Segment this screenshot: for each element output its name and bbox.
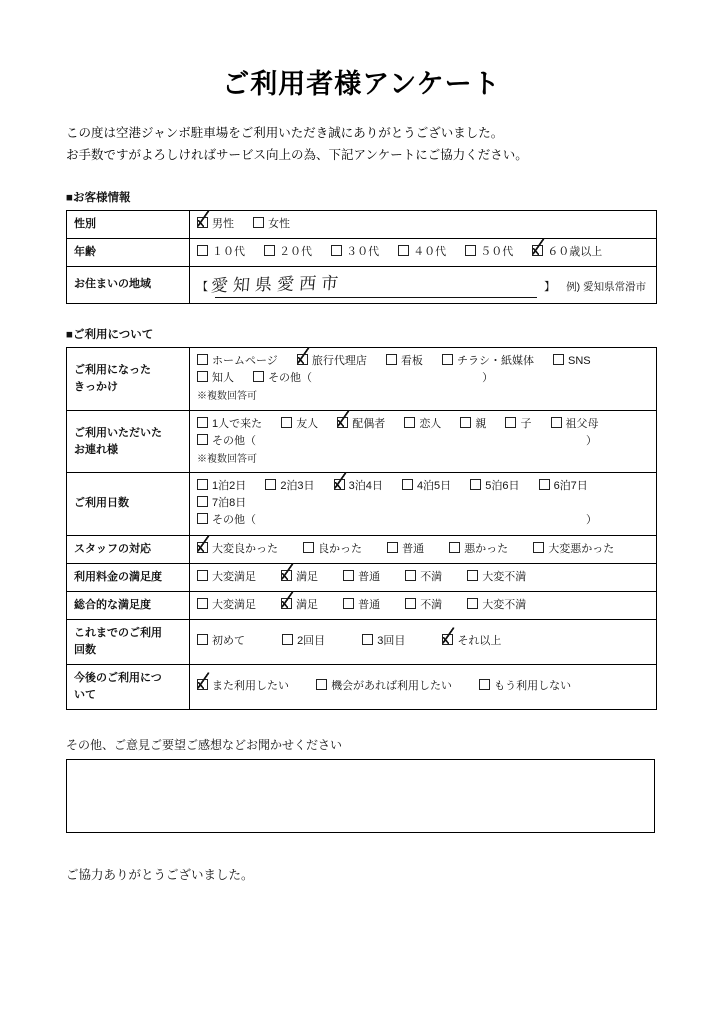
checkbox-icon[interactable]: [460, 417, 471, 428]
option-label: 2回目: [297, 635, 326, 648]
checkbox-icon[interactable]: [197, 542, 208, 553]
label-future: [67, 664, 190, 709]
value-price: [190, 563, 657, 591]
option-label: 大変悪かった: [548, 542, 615, 555]
option-trigger-flyer[interactable]: [442, 353, 534, 370]
checkbox-icon[interactable]: [316, 679, 327, 690]
option-staff-very-good[interactable]: [197, 541, 278, 558]
checkbox-icon[interactable]: [449, 542, 460, 553]
checkbox-icon[interactable]: [387, 542, 398, 553]
label-visits-line2: 回数: [74, 643, 96, 656]
option-label: 満足: [296, 570, 319, 583]
checkbox-icon[interactable]: [197, 598, 208, 609]
option-price-dissatisfied[interactable]: [405, 569, 442, 586]
table-row-visits: [67, 619, 657, 664]
checkbox-icon[interactable]: [197, 245, 208, 256]
option-label: 初めて: [212, 635, 245, 648]
checkbox-icon[interactable]: [264, 245, 275, 256]
option-label: 普通: [402, 542, 425, 555]
label-nights: ご利用日数: [67, 473, 190, 535]
checkbox-icon[interactable]: [197, 434, 208, 445]
checkbox-icon[interactable]: [265, 479, 276, 490]
option-visits-third[interactable]: [362, 633, 405, 650]
option-label: ３０代: [346, 245, 380, 258]
checkbox-icon[interactable]: [343, 598, 354, 609]
option-companion-child[interactable]: [505, 416, 531, 433]
trigger-note: ※複数回答可: [197, 391, 257, 403]
option-label-tail: ）: [482, 372, 494, 385]
option-overall-dissatisfied[interactable]: [405, 597, 442, 614]
option-label: 不満: [420, 598, 443, 611]
value-nights: [190, 473, 657, 535]
checkbox-icon[interactable]: [386, 354, 397, 365]
usage-table-wrap: [0, 347, 723, 710]
option-label: SNS: [568, 355, 591, 368]
option-label: 大変不満: [482, 598, 527, 611]
option-nights-3n4d[interactable]: [334, 478, 383, 495]
option-label: また利用したい: [212, 680, 289, 693]
value-staff: [190, 535, 657, 563]
option-visits-second[interactable]: [282, 633, 325, 650]
option-label: 旅行代理店: [311, 355, 367, 368]
option-gender-female[interactable]: [253, 216, 290, 233]
option-price-normal[interactable]: [343, 569, 380, 586]
option-label: １０代: [212, 245, 245, 258]
value-companion: [190, 410, 657, 473]
nights-options-row2: [197, 495, 649, 529]
option-label: 6泊7日: [553, 480, 588, 493]
label-overall: 総合的な満足度: [67, 591, 190, 619]
option-companion-spouse[interactable]: [337, 416, 385, 433]
option-label: もう利用しない: [494, 680, 572, 693]
label-price: 利用料金の満足度: [67, 563, 190, 591]
option-label: その他（: [268, 372, 313, 385]
free-comment-heading: その他、ご意見ご要望ご感想などお聞かせください: [66, 737, 343, 752]
option-price-very-dissatisfied[interactable]: [467, 569, 526, 586]
value-trigger: [190, 348, 657, 411]
option-label: 大変満足: [212, 598, 256, 611]
option-future-will-not-use[interactable]: [479, 678, 571, 695]
table-row-future: [67, 664, 657, 709]
option-overall-normal[interactable]: [343, 597, 380, 614]
option-label: その他（: [212, 514, 256, 527]
option-companion-parent[interactable]: [460, 416, 486, 433]
option-nights-6n7d[interactable]: [539, 478, 588, 495]
option-label: 親: [475, 417, 487, 430]
intro-line-2: お手数ですがよろしければサービス向上の為、下記アンケートにご協力ください。: [66, 147, 528, 162]
option-label: 満足: [296, 598, 319, 611]
checkbox-icon[interactable]: [467, 570, 478, 581]
label-companion: [67, 410, 190, 473]
address-underline: [215, 297, 537, 298]
companion-note: ※複数回答可: [197, 453, 257, 465]
option-overall-very-dissatisfied[interactable]: [467, 597, 526, 614]
label-companion-line1: ご利用いただいた: [74, 426, 162, 439]
label-address: お住まいの地域: [67, 266, 190, 303]
option-label: 3回目: [377, 635, 406, 648]
section-heading-usage: ■ご利用について: [66, 329, 154, 342]
option-label: ５０代: [480, 245, 514, 258]
option-age-10s[interactable]: [197, 244, 245, 261]
label-future-line2: いて: [74, 688, 96, 701]
option-companion-other[interactable]: [197, 433, 597, 450]
label-visits-line1: これまでのご利用: [74, 626, 162, 639]
checkbox-icon[interactable]: [404, 417, 415, 428]
checkbox-icon[interactable]: [442, 634, 453, 645]
option-nights-5n6d[interactable]: [470, 478, 519, 495]
checkbox-icon[interactable]: [303, 542, 314, 553]
option-label: 5泊6日: [485, 480, 520, 493]
option-label: 不満: [420, 570, 443, 583]
label-staff: スタッフの対応: [67, 535, 190, 563]
option-label: 3泊4日: [348, 480, 383, 493]
checkbox-icon[interactable]: [281, 417, 292, 428]
address-input[interactable]: [211, 272, 541, 298]
option-visits-first[interactable]: [197, 633, 245, 650]
checkbox-icon[interactable]: [197, 479, 208, 490]
option-trigger-signboard[interactable]: [386, 353, 423, 370]
option-label: チラシ・紙媒体: [456, 355, 534, 368]
option-label: 大変不満: [482, 570, 527, 583]
option-label: ６０歳以上: [547, 245, 603, 258]
companion-options-row2: [197, 433, 649, 450]
option-companion-friend[interactable]: [281, 416, 318, 433]
option-label: 機会があれば利用したい: [331, 680, 453, 693]
customer-info-table-wrap: [0, 210, 723, 304]
option-label: 7泊8日: [212, 497, 247, 510]
option-staff-bad[interactable]: [449, 541, 508, 558]
checkbox-icon[interactable]: [297, 354, 308, 365]
checkbox-icon[interactable]: [197, 217, 208, 228]
label-trigger: [67, 348, 190, 411]
option-companion-alone[interactable]: [197, 416, 262, 433]
option-age-20s[interactable]: [264, 244, 312, 261]
option-trigger-travel-agency[interactable]: [297, 353, 367, 370]
option-overall-satisfied[interactable]: [281, 597, 318, 614]
option-label-tail: ）: [586, 514, 597, 527]
option-label: ４０代: [413, 245, 447, 258]
checkbox-icon[interactable]: [197, 570, 208, 581]
page-title: ご利用者様アンケート: [222, 69, 501, 99]
checkbox-icon[interactable]: [465, 245, 476, 256]
intro-text: [0, 123, 723, 167]
option-label-tail: ）: [586, 434, 597, 447]
option-label: 大変満足: [212, 570, 256, 583]
trigger-options-row2: [197, 370, 649, 387]
option-staff-very-bad[interactable]: [533, 541, 614, 558]
value-visits: [190, 619, 657, 664]
option-label: 大変良かった: [212, 542, 278, 555]
label-age: 年齢: [67, 238, 190, 266]
option-nights-1n2d[interactable]: [197, 478, 246, 495]
option-overall-very-satisfied[interactable]: [197, 597, 256, 614]
address-close-bracket: 】: [544, 280, 556, 293]
option-age-40s[interactable]: [398, 244, 446, 261]
customer-info-table: [66, 210, 657, 304]
checkbox-icon[interactable]: [551, 417, 562, 428]
option-label: 恋人: [419, 417, 442, 430]
checkbox-icon[interactable]: [197, 496, 208, 507]
checkbox-icon[interactable]: [197, 417, 208, 428]
option-future-will-use-again[interactable]: [197, 678, 289, 695]
companion-options-row1: [197, 416, 649, 433]
free-comment-box[interactable]: [66, 759, 655, 833]
label-gender: 性別: [67, 210, 190, 238]
option-label: 男性: [212, 217, 234, 230]
checkbox-icon[interactable]: [253, 217, 264, 228]
table-row-overall: [67, 591, 657, 619]
option-age-50s[interactable]: [465, 244, 513, 261]
option-label: 普通: [358, 570, 381, 583]
checkbox-icon[interactable]: [281, 598, 292, 609]
checkbox-icon[interactable]: [405, 598, 416, 609]
option-nights-7n8d[interactable]: [197, 495, 246, 512]
label-trigger-line2: きっかけ: [74, 380, 118, 393]
table-row-price: [67, 563, 657, 591]
option-trigger-acquaintance[interactable]: [197, 370, 234, 387]
checkbox-icon[interactable]: [553, 354, 564, 365]
option-label: 女性: [268, 217, 291, 230]
table-row-age: [67, 238, 657, 266]
option-price-very-satisfied[interactable]: [197, 569, 256, 586]
option-label: その他（: [212, 434, 256, 447]
option-label: 2泊3日: [280, 480, 315, 493]
checkbox-icon[interactable]: [197, 354, 208, 365]
option-companion-partner[interactable]: [404, 416, 441, 433]
option-label: ホームページ: [212, 355, 278, 368]
option-trigger-other[interactable]: [253, 370, 493, 387]
checkbox-icon[interactable]: [334, 479, 345, 490]
option-nights-2n3d[interactable]: [265, 478, 314, 495]
label-visits: [67, 619, 190, 664]
option-age-30s[interactable]: [331, 244, 379, 261]
option-label: 看板: [400, 355, 423, 368]
checkbox-icon[interactable]: [398, 245, 409, 256]
value-future: [190, 664, 657, 709]
checkbox-icon[interactable]: [362, 634, 373, 645]
trigger-options-row1: [197, 353, 649, 370]
label-trigger-line1: ご利用になった: [74, 363, 151, 376]
option-label: 子: [520, 417, 532, 430]
option-label: それ以上: [457, 635, 502, 648]
checkbox-icon[interactable]: [343, 570, 354, 581]
checkbox-icon[interactable]: [197, 634, 208, 645]
checkbox-icon[interactable]: [479, 679, 490, 690]
option-label: 配偶者: [352, 417, 386, 430]
address-open-bracket: 【: [197, 280, 208, 293]
option-label: 知人: [212, 372, 234, 385]
value-address: [190, 266, 657, 303]
option-label: 悪かった: [464, 542, 509, 555]
checkbox-icon[interactable]: [331, 245, 342, 256]
table-row-trigger: [67, 348, 657, 411]
checkbox-icon[interactable]: [505, 417, 516, 428]
table-row-staff: [67, 535, 657, 563]
checkbox-icon[interactable]: [281, 570, 292, 581]
section-heading-customer-info: ■お客様情報: [66, 191, 131, 204]
option-future-if-opportunity[interactable]: [316, 678, 452, 695]
option-label: 友人: [296, 417, 319, 430]
checkbox-icon[interactable]: [533, 542, 544, 553]
usage-table: [66, 347, 657, 710]
option-staff-normal[interactable]: [387, 541, 424, 558]
table-row-address: [67, 266, 657, 303]
checkbox-icon[interactable]: [197, 513, 208, 524]
address-handwritten-value: 愛知県愛西市: [210, 273, 345, 297]
checkbox-icon[interactable]: [405, 570, 416, 581]
value-gender: [190, 210, 657, 238]
label-future-line1: 今後のご利用につ: [74, 671, 162, 684]
option-label: 1泊2日: [212, 480, 247, 493]
checkbox-icon[interactable]: [337, 417, 348, 428]
option-price-satisfied[interactable]: [281, 569, 318, 586]
value-overall: [190, 591, 657, 619]
checkbox-icon[interactable]: [197, 371, 208, 382]
option-gender-male[interactable]: [197, 216, 234, 233]
option-age-60plus[interactable]: [532, 244, 602, 261]
checkbox-icon[interactable]: [197, 679, 208, 690]
option-label: 普通: [358, 598, 381, 611]
checkbox-icon[interactable]: [532, 245, 543, 256]
option-label: 4泊5日: [416, 480, 452, 493]
checkbox-icon[interactable]: [470, 479, 481, 490]
checkbox-icon[interactable]: [467, 598, 478, 609]
checkbox-icon[interactable]: [402, 479, 413, 490]
closing-text: ご協力ありがとうございました。: [66, 867, 254, 882]
option-companion-grandparent[interactable]: [551, 416, 599, 433]
table-row-nights: [67, 473, 657, 535]
option-nights-other[interactable]: [197, 512, 597, 529]
table-row-gender: [67, 210, 657, 238]
checkbox-icon[interactable]: [539, 479, 550, 490]
option-trigger-sns[interactable]: [553, 353, 591, 370]
option-label: 祖父母: [565, 417, 599, 430]
address-example: 例) 愛知県常滑市: [566, 280, 647, 293]
checkbox-icon[interactable]: [282, 634, 293, 645]
checkbox-icon[interactable]: [253, 371, 264, 382]
value-age: [190, 238, 657, 266]
option-staff-good[interactable]: [303, 541, 362, 558]
nights-options-row1: [197, 478, 649, 495]
option-trigger-homepage[interactable]: [197, 353, 278, 370]
intro-line-1: この度は空港ジャンボ駐車場をご利用いただき誠にありがとうございました。: [66, 126, 504, 140]
option-visits-more[interactable]: [442, 633, 501, 650]
table-row-companion: [67, 410, 657, 473]
option-label: 良かった: [318, 542, 363, 555]
option-label: 1人で来た: [212, 417, 263, 430]
option-nights-4n5d[interactable]: [402, 478, 451, 495]
option-label: ２０代: [279, 245, 313, 258]
checkbox-icon[interactable]: [442, 354, 453, 365]
label-companion-line2: お連れ様: [74, 443, 118, 456]
